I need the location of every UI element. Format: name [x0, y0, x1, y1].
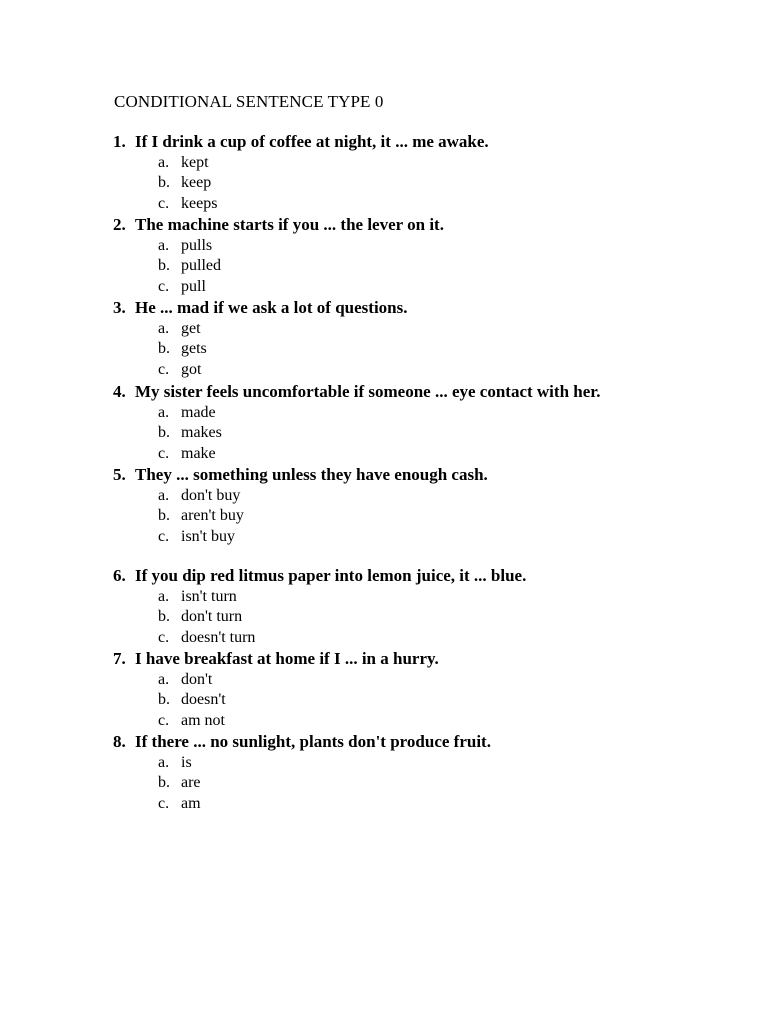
answer-option: [0, 528, 768, 548]
option-letter: c.: [158, 361, 170, 378]
option-letter: b.: [158, 174, 170, 191]
option-text: pull: [181, 278, 206, 295]
option-text: aren't buy: [181, 507, 244, 524]
answer-option: [0, 588, 768, 608]
question-number: 7.: [113, 649, 126, 668]
question-number: 5.: [113, 465, 126, 484]
option-text: don't turn: [181, 608, 243, 625]
option-letter: c.: [158, 629, 170, 646]
question-text: If there ... no sunlight, plants don't produce fruit.: [135, 732, 491, 751]
option-letter: a.: [158, 320, 170, 337]
question-text: If you dip red litmus paper into lemon juice, it ... blue.: [135, 566, 527, 585]
option-letter: a.: [158, 671, 170, 688]
option-text: pulls: [181, 237, 213, 254]
answer-option: [0, 404, 768, 424]
option-letter: b.: [158, 774, 170, 791]
answer-option: [0, 278, 768, 298]
question-number: 3.: [113, 298, 126, 317]
option-text: doesn't turn: [181, 629, 256, 646]
option-letter: b.: [158, 608, 170, 625]
option-letter: a.: [158, 588, 170, 605]
answer-option: [0, 507, 768, 527]
answer-option: [0, 629, 768, 649]
question-number: 8.: [113, 732, 126, 751]
option-letter: b.: [158, 340, 170, 357]
option-text: got: [181, 361, 202, 378]
answer-option: [0, 154, 768, 174]
answer-option: [0, 320, 768, 340]
answer-option: [0, 174, 768, 194]
option-letter: c.: [158, 278, 170, 295]
option-text: are: [181, 774, 201, 791]
option-text: keep: [181, 174, 212, 191]
option-letter: c.: [158, 195, 170, 212]
option-letter: b.: [158, 507, 170, 524]
answer-option: [0, 795, 768, 815]
option-text: isn't turn: [181, 588, 237, 605]
option-letter: a.: [158, 237, 170, 254]
answer-option: [0, 608, 768, 628]
answer-option: [0, 671, 768, 691]
option-letter: a.: [158, 754, 170, 771]
option-letter: c.: [158, 445, 170, 462]
question-text: My sister feels uncomfortable if someone ... eye contact with her.: [135, 382, 601, 401]
answer-option: [0, 361, 768, 381]
option-letter: a.: [158, 404, 170, 421]
question-text: If I drink a cup of coffee at night, it ... me awake.: [135, 132, 489, 151]
option-letter: b.: [158, 257, 170, 274]
question-text: They ... something unless they have enough cash.: [135, 465, 488, 484]
option-letter: c.: [158, 795, 170, 812]
question-text: The machine starts if you ... the lever on it.: [135, 215, 444, 234]
option-text: makes: [181, 424, 222, 441]
question-number: 6.: [113, 566, 126, 585]
option-text: pulled: [181, 257, 221, 274]
option-text: made: [181, 404, 216, 421]
answer-option: [0, 257, 768, 277]
option-text: doesn't: [181, 691, 226, 708]
option-text: don't buy: [181, 487, 241, 504]
answer-option: [0, 340, 768, 360]
option-letter: a.: [158, 487, 170, 504]
option-text: is: [181, 754, 192, 771]
option-text: don't: [181, 671, 213, 688]
answer-option: [0, 237, 768, 257]
answer-option: [0, 754, 768, 774]
option-text: get: [181, 320, 201, 337]
answer-option: [0, 691, 768, 711]
question-text: I have breakfast at home if I ... in a hurry.: [135, 649, 439, 668]
question-text: He ... mad if we ask a lot of questions.: [135, 298, 408, 317]
answer-option: [0, 487, 768, 507]
answer-option: [0, 774, 768, 794]
option-letter: b.: [158, 424, 170, 441]
answer-option: [0, 712, 768, 732]
document-title: CONDITIONAL SENTENCE TYPE 0: [114, 92, 384, 111]
option-text: am: [181, 795, 201, 812]
option-letter: a.: [158, 154, 170, 171]
option-text: isn't buy: [181, 528, 235, 545]
option-letter: c.: [158, 712, 170, 729]
answer-option: [0, 195, 768, 215]
question-number: 2.: [113, 215, 126, 234]
option-text: am not: [181, 712, 225, 729]
option-text: gets: [181, 340, 207, 357]
option-text: make: [181, 445, 216, 462]
option-text: keeps: [181, 195, 218, 212]
option-text: kept: [181, 154, 209, 171]
question-number: 4.: [113, 382, 126, 401]
answer-option: [0, 445, 768, 465]
option-letter: b.: [158, 691, 170, 708]
option-letter: c.: [158, 528, 170, 545]
question-number: 1.: [113, 132, 126, 151]
answer-option: [0, 424, 768, 444]
